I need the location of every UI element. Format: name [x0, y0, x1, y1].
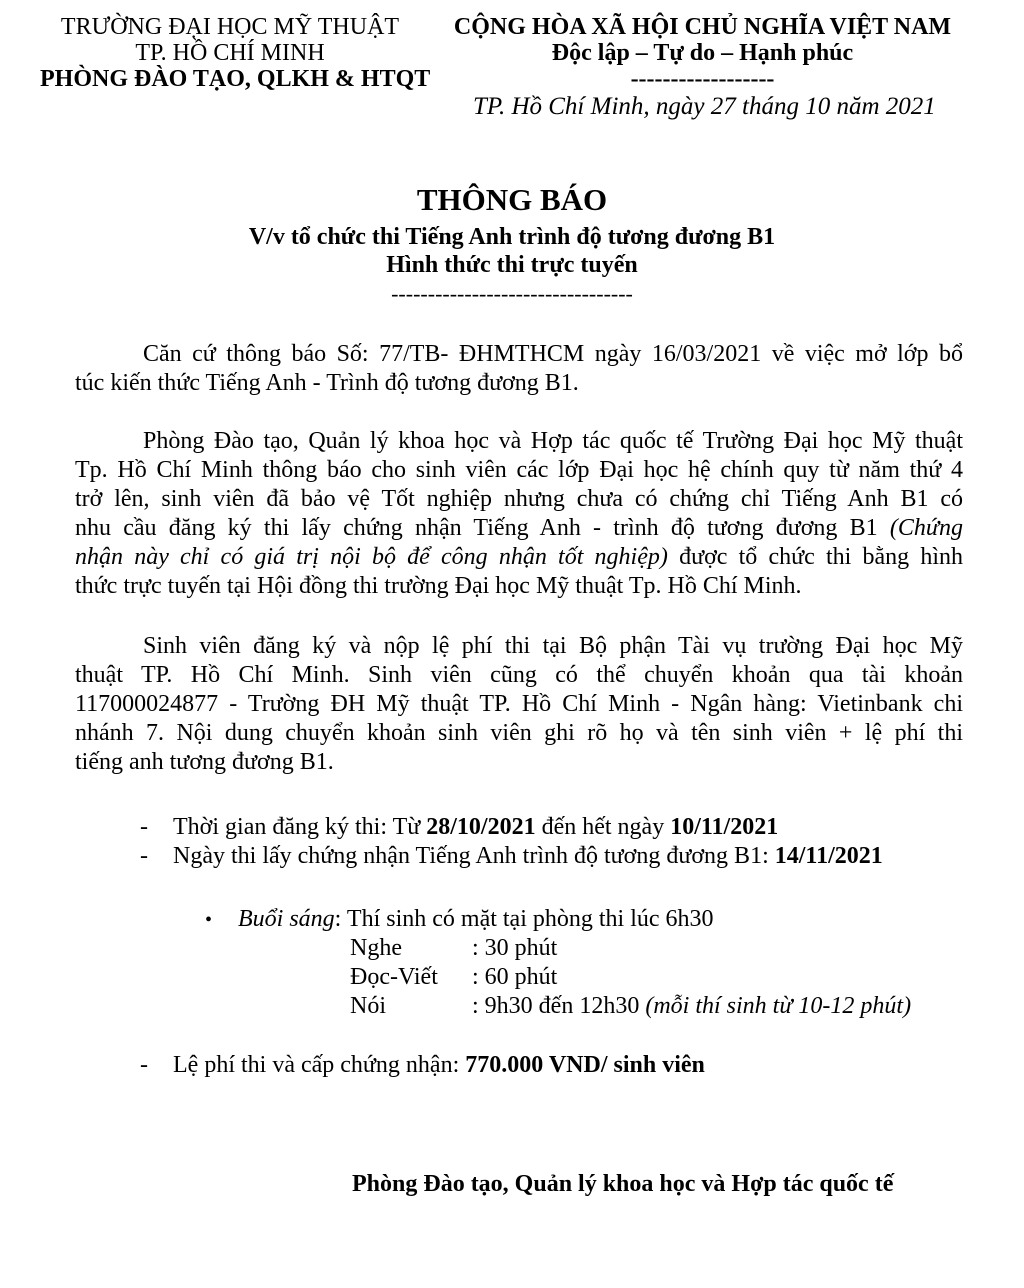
paragraph-line: Phòng Đào tạo, Quản lý khoa học và Hợp tác quốc tế Trường Đại học Mỹ thuật [143, 428, 963, 454]
document-title: THÔNG BÁO [416, 182, 608, 217]
paragraph-line [75, 514, 963, 543]
paragraph-line: trở lên, sinh viên đã bảo vệ Tốt nghiệp nhưng chưa có chứng chỉ Tiếng Anh B1 có [75, 486, 963, 512]
schedule-value: : 60 phút [472, 964, 558, 990]
dash-marker: - [140, 843, 148, 869]
paragraph-line [75, 543, 963, 572]
exam-format: Hình thức thi trực tuyến [386, 252, 638, 278]
paragraph-italic-note: nhận này chỉ có giá trị nội bộ để công nhận tốt nghiệp) [75, 544, 668, 570]
motto-rule: ------------------ [630, 66, 775, 92]
title-rule: --------------------------------- [391, 281, 633, 306]
document-subject: V/v tổ chức thi Tiếng Anh trình độ tương đương B1 [248, 224, 776, 250]
paragraph-line: Căn cứ thông báo Số: 77/TB- ĐHMTHCM ngày 16/03/2021 về việc mở lớp bổ [143, 341, 963, 367]
paragraph-text: nhu cầu đăng ký thi lấy chứng nhận Tiếng Anh - trình độ tương đương B1 [75, 515, 878, 541]
list-text: Ngày thi lấy chứng nhận Tiếng Anh trình độ tương đương B1: [173, 843, 775, 869]
document-date: TP. Hồ Chí Minh, ngày 27 tháng 10 năm 2021 [473, 93, 936, 120]
list-text: Thời gian đăng ký thi: Từ [173, 814, 427, 840]
paragraph-line: thuật TP. Hồ Chí Minh. Sinh viên cũng có thể chuyển khoản qua tài khoản [75, 662, 963, 688]
list-text: Lệ phí thi và cấp chứng nhận: [173, 1052, 466, 1078]
country-name: CỘNG HÒA XÃ HỘI CHỦ NGHĨA VIỆT NAM [453, 14, 952, 40]
paragraph-line: tiếng anh tương đương B1. [75, 749, 334, 775]
session-text: : Thí sinh có mặt tại phòng thi lúc 6h30 [334, 906, 714, 932]
registration-start-date: 28/10/2021 [426, 814, 536, 840]
paragraph-line: Tp. Hồ Chí Minh thông báo cho sinh viên các lớp Đại học hệ chính quy từ năm thứ 4 [75, 457, 963, 483]
schedule-label: Nói [350, 993, 386, 1019]
paragraph-text: được tổ chức thi bằng hình [667, 544, 963, 570]
list-text: đến hết ngày [535, 814, 671, 840]
dash-marker: - [140, 814, 148, 840]
signature-department: Phòng Đào tạo, Quản lý khoa học và Hợp tác quốc tế [352, 1171, 894, 1197]
paragraph-line: 117000024877 - Trường ĐH Mỹ thuật TP. Hồ Chí Minh - Ngân hàng: Vietinbank chi [75, 691, 963, 717]
schedule-value: : 30 phút [472, 935, 558, 961]
schedule-value: : 9h30 đến 12h30 [472, 993, 646, 1019]
registration-period-item [140, 813, 778, 842]
paragraph-italic-note: (Chứng [889, 515, 964, 541]
paragraph-payment [75, 632, 963, 777]
exam-date-item [140, 842, 883, 871]
paragraph-line: thức trực tuyến tại Hội đồng thi trường Đại học Mỹ thuật Tp. Hồ Chí Minh. [75, 573, 802, 599]
paragraph-line: túc kiến thức Tiếng Anh - Trình độ tương đương B1. [75, 370, 579, 396]
bullet-marker: • [205, 909, 213, 931]
issuer-block [40, 14, 431, 92]
exam-date: 14/11/2021 [774, 843, 883, 869]
schedule-label: Đọc-Viết [350, 964, 438, 990]
exam-fee-item [140, 1051, 705, 1080]
dash-marker: - [140, 1052, 148, 1078]
paragraph-reference [75, 340, 963, 398]
issuer-department: PHÒNG ĐÀO TẠO, QLKH & HTQT [40, 66, 431, 92]
schedule-row [350, 992, 911, 1021]
schedule-row [350, 963, 557, 992]
paragraph-announcement [75, 427, 963, 601]
morning-session-item [205, 905, 714, 935]
exam-fee-amount: 770.000 VND/ sinh viên [465, 1052, 705, 1078]
paragraph-line: nhánh 7. Nội dung chuyển khoản sinh viên ghi rõ họ và tên sinh viên + lệ phí thi [75, 720, 963, 746]
paragraph-line: Sinh viên đăng ký và nộp lệ phí thi tại Bộ phận Tài vụ trường Đại học Mỹ [143, 633, 963, 659]
schedule-note: (mỗi thí sinh từ 10-12 phút) [645, 993, 912, 1019]
issuer-city: TP. HỒ CHÍ MINH [135, 40, 325, 66]
issuer-university: TRƯỜNG ĐẠI HỌC MỸ THUẬT [60, 14, 400, 40]
schedule-row [350, 934, 557, 963]
registration-end-date: 10/11/2021 [670, 814, 779, 840]
national-motto: Độc lập – Tự do – Hạnh phúc [551, 40, 854, 66]
session-label: Buổi sáng [238, 906, 335, 932]
national-motto-block [440, 14, 965, 92]
schedule-label: Nghe [350, 935, 402, 961]
